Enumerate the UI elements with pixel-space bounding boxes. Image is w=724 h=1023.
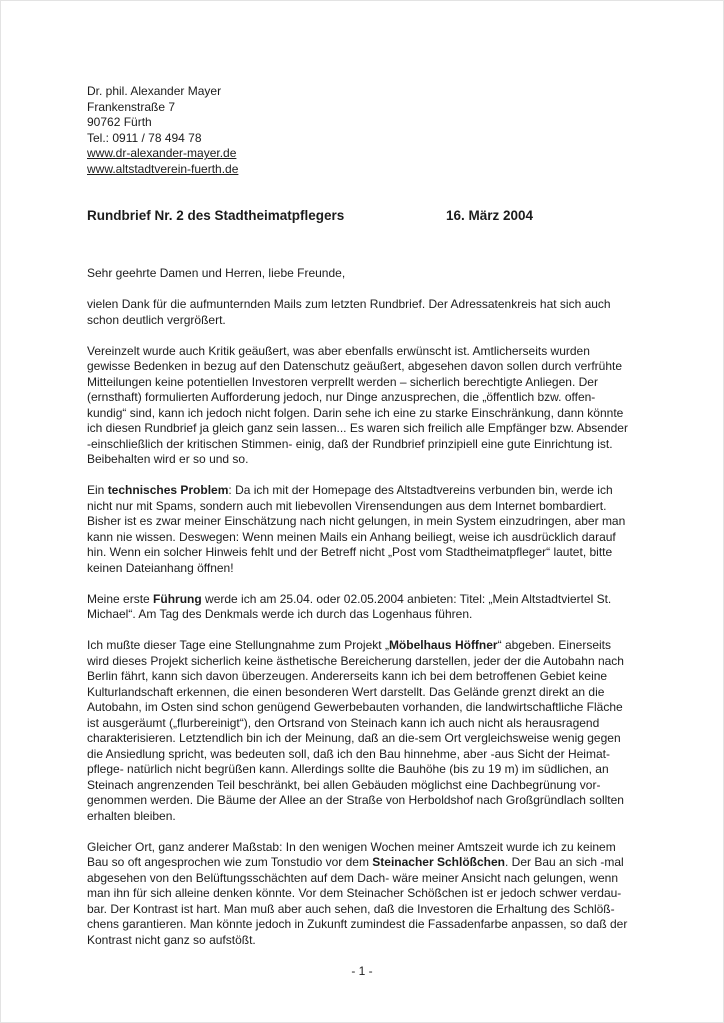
text-line: chens garantieren. Man könnte jedoch in Zukunft zumindest die Fassadenfarbe anpassen, so daß der <box>87 917 628 931</box>
text-line: nicht nur mit Spams, sondern auch mit liebevollen Virensendungen aus dem Internet bombardiert. <box>87 498 607 513</box>
text-line: -einschließlich der kritischen Stimmen- einig, daß der Rundbrief prinzipiell eine gute Einrichtung ist. <box>87 436 613 451</box>
text-line: hin. Wenn ein solcher Hinweis fehlt und der Betreff nicht „Post vom Stadtheimatpfleger“ lautet, bitte <box>87 545 613 559</box>
text-line: Ein technisches Problem: Da ich mit der Homepage des Altstadtvereins verbunden bin, werde ich <box>87 483 613 497</box>
text-line: ich diesen Rundbrief ja gleich ganz sein lassen... Es waren sich freilich alle Empfänger bzw. Absender <box>87 421 628 435</box>
text-line: Bau so oft angesprochen wie zum Tonstudio vor dem Steinacher Schlößchen. Der Bau an sich -mal <box>87 855 624 869</box>
paragraph <box>87 638 649 824</box>
text-line: Michael“. Am Tag des Denkmals werde ich durch das Logenhaus führen. <box>87 607 473 621</box>
text-line: kann nie wissen. Deswegen: Wenn meinen Mails ein Anhang beiliegt, weise ich ausdrücklich darauf <box>87 529 616 544</box>
text-line: charakterisieren. Letztendlich bin ich der Meinung, daß an die-sem Ort vergleichsweise wenig gegen <box>87 731 621 745</box>
text-line: abgesehen von den Belüftungsschächten auf dem Dach- wäre meiner Ansicht nach gelungen, wenn <box>87 870 619 885</box>
sender-address-block <box>87 84 238 177</box>
text-line: Meine erste Führung werde ich am 25.04. oder 02.05.2004 anbieten: Titel: „Mein Altstadtviertel St. <box>87 591 612 606</box>
text-line: die Ansiedlung spricht, was bedeuten soll, daß ich den Bau hinnehme, aber -aus Sicht der Heimat- <box>87 746 610 761</box>
text-line: schon deutlich vergrößert. <box>87 312 226 327</box>
sender-website-link-2[interactable]: www.altstadtverein-fuerth.de <box>87 161 239 176</box>
paragraph <box>87 483 649 576</box>
text-line: Kulturlandschaft erkennen, die einen besonderen Wert darstellt. Das Gelände grenzt direkt an die <box>87 684 605 699</box>
text-line: kundig“ sind, kann ich jedoch nicht folgen. Darin sehe ich eine zu starke Einschränkung, dann könnte <box>87 405 624 420</box>
sender-phone: Tel.: 0911 / 78 494 78 <box>87 130 202 145</box>
text-line: vielen Dank für die aufmunternden Mails zum letzten Rundbrief. Der Adressatenkreis hat sich auch <box>87 297 611 311</box>
text-line: Vereinzelt wurde auch Kritik geäußert, was aber ebenfalls erwünscht ist. Amtlicherseits wurden <box>87 343 590 358</box>
page-number: - 1 - <box>351 964 373 978</box>
text-line: genommen werden. Die Bäume der Allee an der Straße von Herboldshof nach Großgründlach sollten <box>87 793 624 807</box>
paragraph <box>87 592 649 623</box>
text-line: pflege- natürlich nicht begrüßen kann. Allerdings sollte die Bauhöhe (bis zu 19 m) im südlichen, an <box>87 762 609 776</box>
paragraph <box>87 266 649 282</box>
document-heading <box>87 207 647 224</box>
text-line: (ernsthaft) formulierten Aufforderung jedoch, nur Dinge anzusprechen, die „öffentlich bzw. offen- <box>87 390 596 404</box>
paragraph <box>87 344 649 468</box>
text-line: wird dieses Projekt sicherlich keine ästhetische Bereicherung darstellen, jeder der die Autobahn nach <box>87 653 624 668</box>
text-line: Ich mußte dieser Tage eine Stellungnahme zum Projekt „Möbelhaus Höffner“ abgeben. Einerseits <box>87 638 612 652</box>
text-line: Sehr geehrte Damen und Herren, liebe Freunde, <box>87 266 346 280</box>
text-line: man ihn für sich alleine denken könnte. Vor dem Steinacher Schößchen ist er jedoch schwer verdau- <box>87 886 622 900</box>
text-line: erhalten bleiben. <box>87 808 176 823</box>
text-line: bar. Der Kontrast ist hart. Man muß aber auch sehen, daß die Investoren die Erhaltung des Schlöß- <box>87 901 615 916</box>
text-line: keinen Dateianhang öffnen! <box>87 560 234 575</box>
sender-city: 90762 Fürth <box>87 115 152 129</box>
text-line: Kontrast nicht ganz so aufstößt. <box>87 932 256 947</box>
text-line: gewisse Bedenken in bezug auf den Datenschutz geäußert, abgesehen davon sollen durch verfrühte <box>87 359 623 373</box>
text-line: Autobahn, im Osten sind schon genügend Gewerbebauten vorhanden, die landwirtschaftliche Fläche <box>87 700 623 714</box>
paragraph <box>87 840 649 949</box>
text-line: ist ausgeräumt („flurbereinigt“), den Ortsrand von Steinach kann ich auch nicht als herausragend <box>87 715 600 730</box>
page-title: Rundbrief Nr. 2 des Stadtheimatpflegers <box>87 208 345 223</box>
text-line: Berlin fährt, kann sich davon überzeugen. Andererseits kann ich bei dem betroffenen Gebiet keine <box>87 669 608 683</box>
sender-website-link-1[interactable]: www.dr-alexander-mayer.de <box>87 146 237 160</box>
text-line: Gleicher Ort, ganz anderer Maßstab: In den wenigen Wochen meiner Amtszeit wurde ich zu keinem <box>87 839 616 854</box>
sender-name: Dr. phil. Alexander Mayer <box>87 84 222 98</box>
document-body <box>87 266 649 964</box>
sender-street: Frankenstraße 7 <box>87 99 176 114</box>
text-line: Beibehalten wird er so und so. <box>87 452 249 466</box>
paragraph <box>87 297 649 328</box>
text-line: Mitteilungen keine potentiellen Investoren verprellt werden – sicherlich berechtigte Anliegen. Der <box>87 374 598 389</box>
text-line: Steinach angrenzenden Teil beschränkt, bei allen Gebäuden möglichst eine Dachbegrünung vor- <box>87 777 601 792</box>
document-date: 16. März 2004 <box>446 208 534 223</box>
text-line: Bisher ist es zwar meiner Einschätzung nach nicht gelungen, in mein System einzudringen, aber man <box>87 514 626 528</box>
